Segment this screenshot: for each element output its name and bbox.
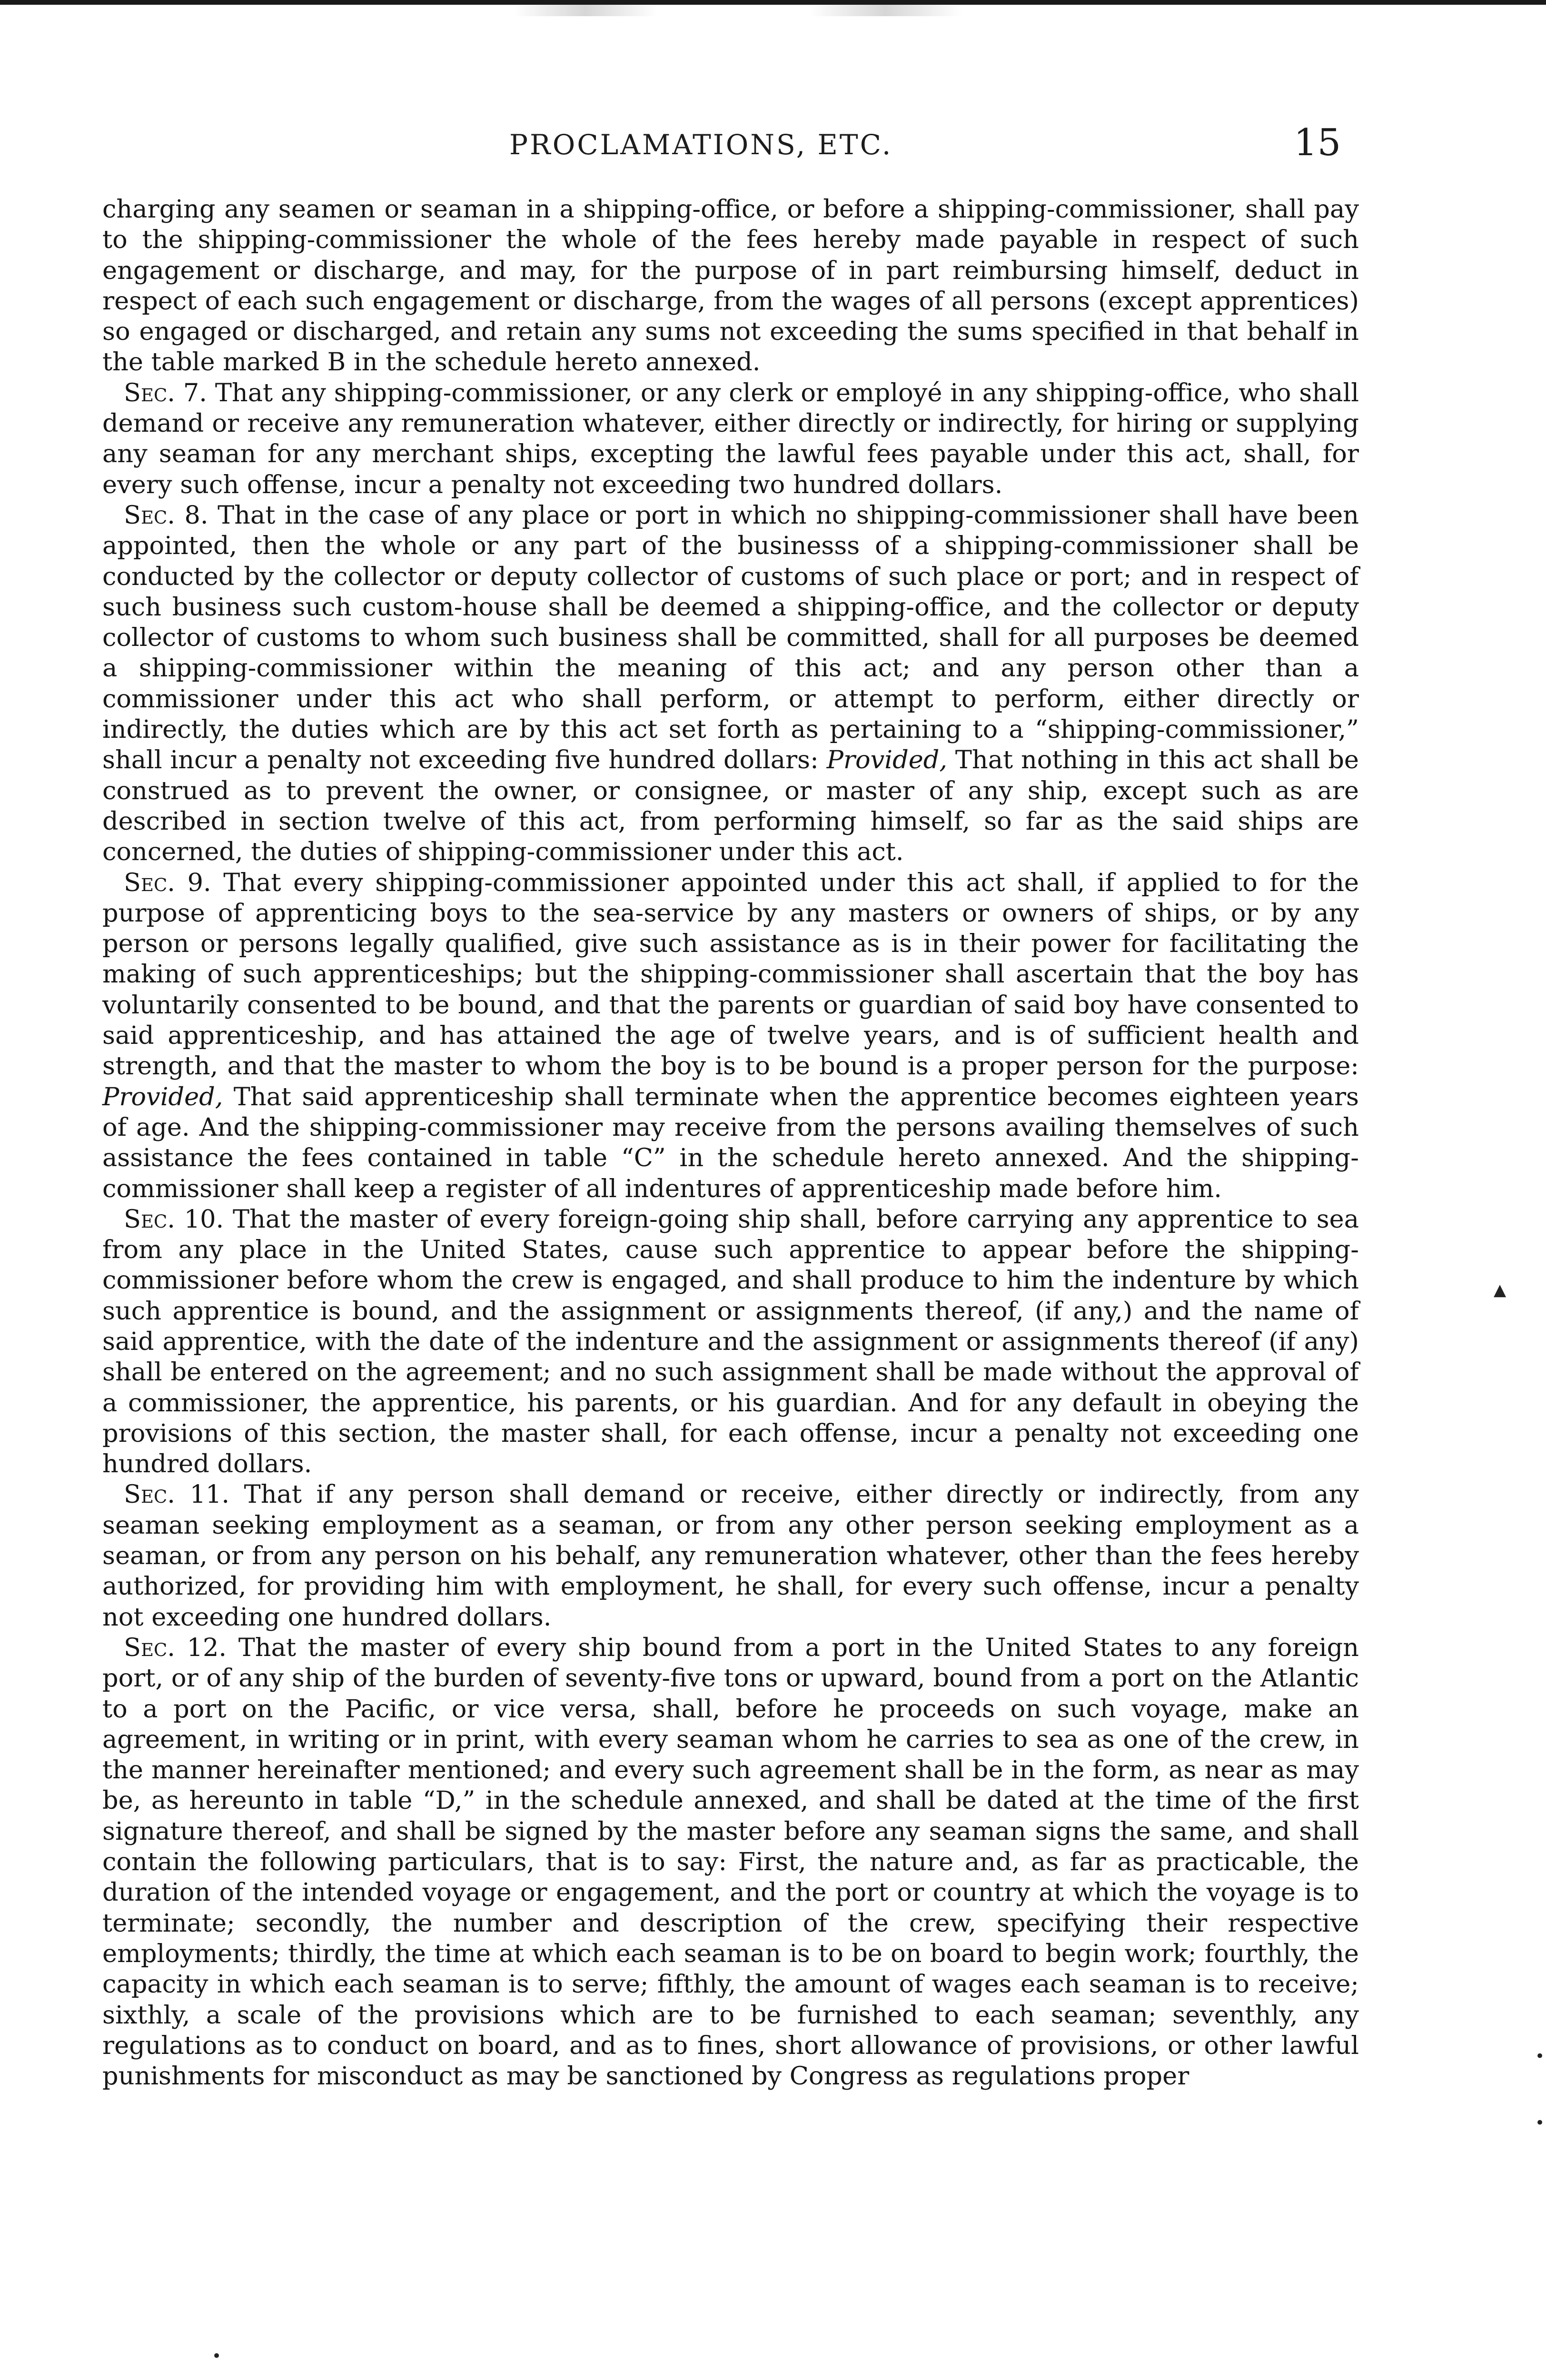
section-label: Sec. 9.	[124, 868, 211, 897]
running-header-title: PROCLAMATIONS, ETC.	[509, 129, 893, 161]
section-8: Sec. 8. That in the case of any place or port in which no shipping-commissioner shall have been appointed, then the whole or any part of the businesss of a shipping-commissioner shall be conducted by the collector or deputy collector of customs of such place or port; and in respect of such business such custom-house shall be deemed a shipping-office, and the collector or deputy collector of customs to whom such business shall be committed, shall for all purposes be deemed a shipping-commissioner within the meaning of this act; and any person other than a commissioner under this act who shall perform, or attempt to perform, either directly or indirectly, the duties which are by this act set forth as pertaining to a “shipping-commissioner,” shall incur a penalty not exceeding five hundred dollars: Provided, That nothing in this act shall be construed as to prevent the owner, or consignee, or master of any ship, except such as are described in section twelve of this act, from performing himself, so far as the said ships are concerned, the duties of shipping-commissioner under this act.	[102, 500, 1359, 867]
section-11: Sec. 11. That if any person shall demand or receive, either directly or indirectly, from any seaman seeking employment as a seaman, or from any other person seeking employment as a seaman, or from any person on his behalf, any remuneration whatever, other than the fees hereby authorized, for providing him with employment, he shall, for every such offense, incur a penalty not exceeding one hundred dollars.	[102, 1480, 1359, 1632]
section-7: Sec. 7. That any shipping-commissioner, or any clerk or employé in any shipping-office, who shall demand or receive any remuneration whatever, either directly or indirectly, for hiring or supplying any seaman for any merchant ships, excepting the lawful fees payable under this act, shall, for every such offense, incur a penalty not exceeding two hundred dollars.	[102, 378, 1359, 499]
margin-mark: •	[212, 2347, 222, 2366]
section-10: Sec. 10. That the master of every foreign-going ship shall, before carrying any apprentice to sea from any place in the United States, cause such apprentice to appear before the shipping-commissioner before whom the crew is engaged, and shall produce to him the indenture by which such apprentice is bound, and the assignment or assignments thereof, (if any,) and the name of said apprentice, with the date of the indenture and the assignment or assignments thereof (if any) shall be entered on the agreement; and no such assignment shall be made without the approval of a commissioner, the apprentice, his parents, or his guardian. And for any default in obeying the provisions of this section, the master shall, for each offense, incur a penalty not exceeding one hundred dollars.	[102, 1204, 1359, 1479]
margin-mark: •	[1535, 2047, 1545, 2066]
provided-italic: Provided,	[102, 1082, 223, 1111]
section-label: Sec. 10.	[124, 1204, 224, 1234]
section-label: Sec. 11.	[124, 1480, 230, 1509]
paragraph-continued: charging any seamen or seaman in a shipping-office, or before a shipping-commissioner, shall pay to the shipping-commissioner the whole of the fees hereby made payable in respect of such engagement or discharge, and may, for the purpose of in part reimbursing himself, deduct in respect of each such engagement or discharge, from the wages of all persons (except apprentices) so engaged or discharged, and retain any sums not exceeding the sums specified in that behalf in the table marked B in the schedule hereto annexed.	[102, 195, 1359, 377]
body-text	[102, 194, 1359, 2092]
scan-smudge	[514, 5, 657, 16]
section-12: Sec. 12. That the master of every ship bound from a port in the United States to any foreign port, or of any ship of the burden of seventy-five tons or upward, bound from a port on the Atlantic to a port on the Pacific, or vice versa, shall, before he proceeds on such voyage, make an agreement, in writing or in print, with every seaman whom he carries to sea as one of the crew, in the manner hereinafter mentioned; and every such agreement shall be in the form, as near as may be, as hereunto in table “D,” in the schedule annexed, and shall be dated at the time of the first signature thereof, and shall be signed by the master before any seaman signs the same, and shall contain the following particulars, that is to say: First, the nature and, as far as practicable, the duration of the intended voyage or engagement, and the port or country at which the voyage is to terminate; secondly, the number and description of the crew, specifying their respective employments; thirdly, the time at which each seaman is to be on board to begin work; fourthly, the capacity in which each seaman is to serve; fifthly, the amount of wages each seaman is to receive; sixthly, a scale of the provisions which are to be furnished to each seaman; seventhly, any regulations as to conduct on board, and as to fines, short allowance of provisions, or other lawful punishments for misconduct as may be sanctioned by Congress as regulations proper	[102, 1633, 1359, 2091]
section-label: Sec. 12.	[124, 1633, 227, 1662]
section-label: Sec. 8.	[124, 500, 208, 530]
provided-italic: Provided,	[826, 745, 948, 775]
section-9: Sec. 9. That every shipping-commissioner appointed under this act shall, if applied to for the purpose of apprenticing boys to the sea-service by any masters or owners of ships, or by any person or persons legally qualified, give such assistance as is in their power for facilitating the making of such apprenticeships; but the shipping-commissioner shall ascertain that the boy has voluntarily consented to be bound, and that the parents or guardian of said boy have consented to said apprenticeship, and has attained the age of twelve years, and is of sufficient health and strength, and that the master to whom the boy is to be bound is a proper person for the purpose: Provided, That said apprenticeship shall terminate when the apprentice becomes eighteen years of age. And the shipping-commissioner may receive from the persons availing themselves of such assistance the fees contained in table “C” in the schedule hereto annexed. And the shipping-commissioner shall keep a register of all indentures of apprenticeship made before him.	[102, 868, 1359, 1203]
section-label: Sec. 7.	[124, 378, 207, 407]
margin-mark: ▲	[1494, 1280, 1506, 1299]
page-number: 15	[1294, 121, 1341, 164]
scan-smudge	[809, 5, 961, 16]
top-border-rule	[0, 0, 1546, 5]
margin-mark: •	[1535, 2113, 1545, 2132]
